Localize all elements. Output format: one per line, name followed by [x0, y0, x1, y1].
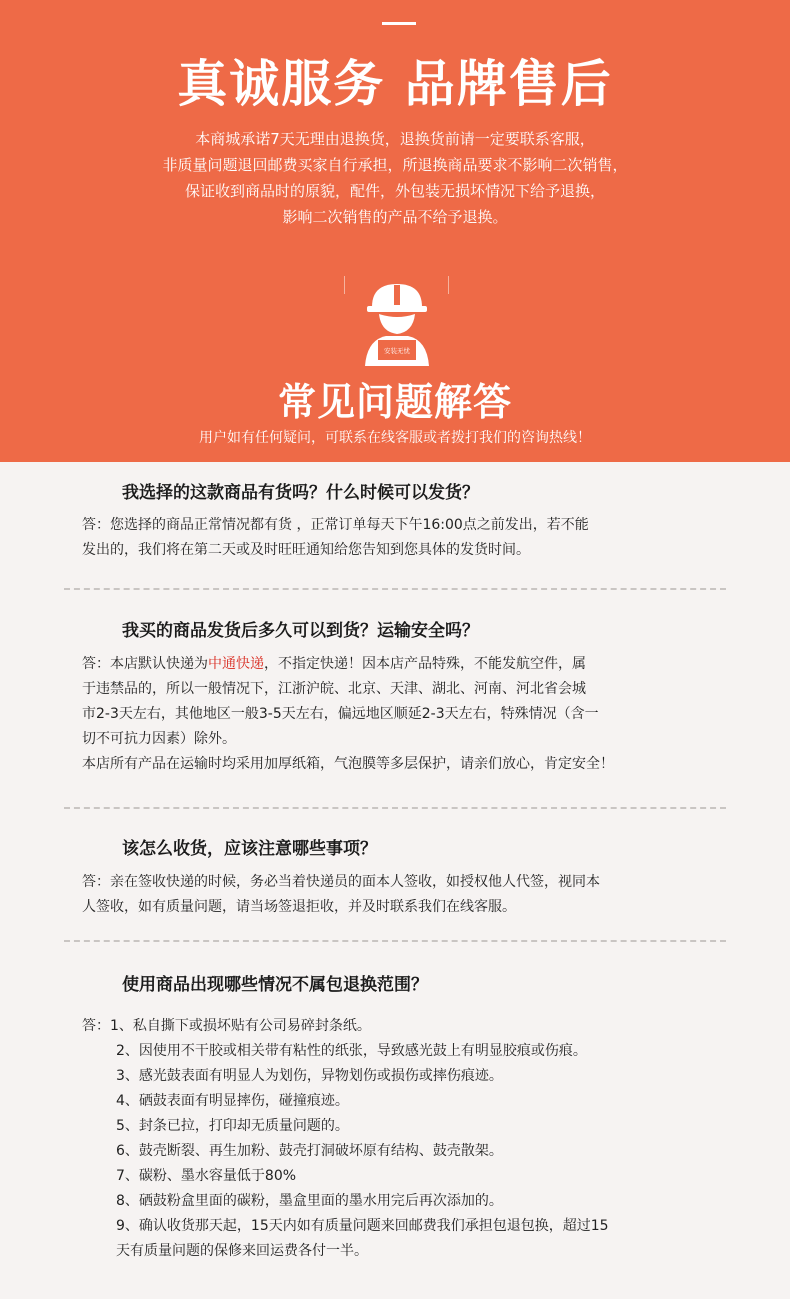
- answer-line: 答：亲在签收快递的时候，务必当着快递员的面本人签收，如授权他人代签，视同本: [82, 874, 600, 890]
- dashed-divider: [64, 588, 726, 590]
- faq-answer: [82, 652, 712, 777]
- list-item: 4、硒鼓表面有明显摔伤，碰撞痕迹。: [116, 1093, 349, 1109]
- list-item: 3、感光鼓表面有明显人为划伤，异物划伤或损伤或摔伤痕迹。: [116, 1068, 503, 1084]
- dashed-divider: [64, 940, 726, 942]
- answer-line: [82, 652, 712, 677]
- list-item: 2、因使用不干胶或相关带有粘性的纸张，导致感光鼓上有明显胶痕或伤痕。: [116, 1043, 587, 1059]
- answer-prefix: 答：: [82, 1018, 110, 1034]
- answer-line: [82, 1014, 722, 1039]
- faq-answer: [82, 513, 712, 563]
- answer-text: 答：本店默认快递为: [82, 656, 208, 672]
- answer-line: 切不可抗力因素）除外。: [82, 731, 236, 747]
- courier-highlight: 中通快递: [208, 656, 264, 672]
- service-line: 非质量问题退回邮费买家自行承担，所退换商品要求不影响二次销售，: [162, 156, 628, 174]
- dashed-divider: [64, 807, 726, 809]
- badge-label: 安装无忧: [384, 347, 410, 355]
- faq-title: 常见问题解答: [277, 380, 512, 424]
- list-item: 9、确认收货那天起，15天内如有质量问题来回邮费我们承担包退包换，超过15: [116, 1218, 609, 1234]
- list-item: 1、私自撕下或损坏贴有公司易碎封条纸。: [110, 1018, 371, 1034]
- answer-line: 人签收，如有质量问题，请当场签退拒收，并及时联系我们在线客服。: [82, 899, 516, 915]
- faq-question: 该怎么收货，应该注意哪些事项？: [122, 839, 377, 859]
- service-line: 影响二次销售的产品不给予退换。: [282, 208, 508, 226]
- answer-line: 发出的，我们将在第二天或及时旺旺通知给您告知到您具体的发货时间。: [82, 542, 530, 558]
- list-item: 7、碳粉、墨水容量低于80%: [116, 1168, 297, 1184]
- accent-bar: [382, 22, 416, 25]
- list-item: 天有质量问题的保修来回运费各付一半。: [116, 1243, 368, 1259]
- answer-line: 市2-3天左右，其他地区一般3-5天左右，偏远地区顺延2-3天左右，特殊情况（含一: [82, 706, 599, 722]
- divider-line: [448, 276, 449, 294]
- faq-subtitle: 用户如有任何疑问，可联系在线客服或者拨打我们的咨询热线！: [199, 430, 591, 446]
- service-line: 本商城承诺7天无理由退换货，退换货前请一定要联系客服，: [195, 130, 595, 148]
- answer-line: 答：您选择的商品正常情况都有货 ，正常订单每天下午16:00点之前发出，若不能: [82, 517, 589, 533]
- list-item: 6、鼓壳断裂、再生加粉、鼓壳打洞破坏原有结构、鼓壳散架。: [116, 1143, 503, 1159]
- answer-line: 于违禁品的，所以一般情况下，江浙沪皖、北京、天津、湖北、河南、河北省会城: [82, 681, 586, 697]
- faq-answer: [82, 1014, 722, 1264]
- list-item: 5、封条已拉，打印却无质量问题的。: [116, 1118, 349, 1134]
- divider-line: [344, 276, 345, 294]
- faq-question: 我选择的这款商品有货吗？什么时候可以发货？: [122, 483, 479, 503]
- faq-question: 使用商品出现哪些情况不属包退换范围？: [122, 975, 428, 995]
- worker-helmet-icon: [362, 280, 432, 366]
- service-intro: [0, 126, 790, 230]
- service-title: 真诚服务 品牌售后: [177, 55, 613, 113]
- faq-answer: [82, 870, 712, 920]
- faq-question: 我买的商品发货后多久可以到货？运输安全吗？: [122, 621, 479, 641]
- answer-text: ，不指定快递！因本店产品特殊，不能发航空件，属: [264, 656, 586, 672]
- list-item: 8、硒鼓粉盒里面的碳粉，墨盒里面的墨水用完后再次添加的。: [116, 1193, 503, 1209]
- answer-line: 本店所有产品在运输时均采用加厚纸箱，气泡膜等多层保护，请亲们放心，肯定安全！: [82, 756, 614, 772]
- service-banner: [0, 0, 790, 462]
- service-line: 保证收到商品时的原貌，配件，外包装无损坏情况下给予退换，: [184, 182, 605, 200]
